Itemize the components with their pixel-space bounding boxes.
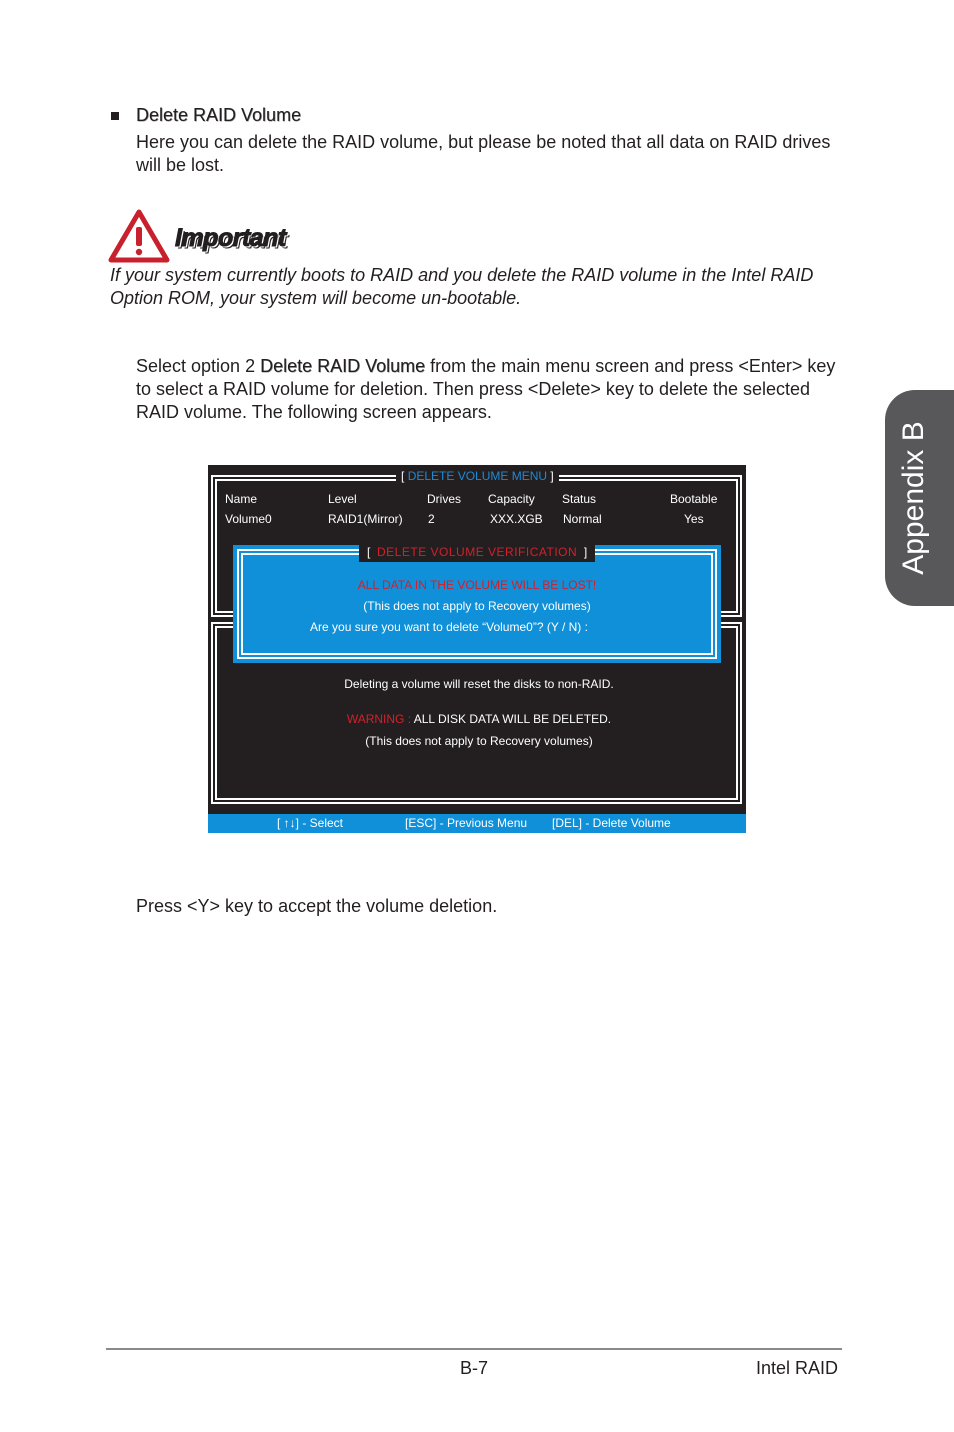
warning-label: WARNING : xyxy=(346,712,414,726)
column-capacity: Capacity xyxy=(488,492,535,506)
column-level: Level xyxy=(328,492,357,506)
menu-title-text: DELETE VOLUME MENU xyxy=(407,469,548,483)
hint-select: [ ↑↓] - Select xyxy=(277,816,344,830)
dialog-note: (This does not apply to Recovery volumes) xyxy=(363,599,591,613)
dialog-title xyxy=(359,542,595,562)
column-bootable: Bootable xyxy=(670,492,718,506)
page-number: B-7 xyxy=(460,1358,489,1378)
cell-drives: 2 xyxy=(428,512,435,526)
hint-delete-volume: [DEL] - Delete Volume xyxy=(552,816,671,830)
reset-note: Deleting a volume will reset the disks to non-RAID. xyxy=(344,677,614,691)
dialog-prompt[interactable]: Are you sure you want to delete “Volume0”? (Y / N) : xyxy=(310,620,588,634)
footer-divider xyxy=(106,1348,842,1350)
appendix-side-tab xyxy=(885,390,954,606)
info-note: (This does not apply to Recovery volumes) xyxy=(365,734,593,748)
cell-bootable: Yes xyxy=(684,512,704,526)
dialog-warning: ALL DATA IN THE VOLUME WILL BE LOST! xyxy=(357,578,597,592)
column-status: Status xyxy=(562,492,597,506)
instructions-suffix: from the main menu screen and press <Enter> key to select a RAID volume for deletion. Then press <Delete> key to delete the selected RAID volume. The following screen appears. xyxy=(136,356,836,422)
important-heading: Important xyxy=(175,224,286,252)
section-description: Here you can delete the RAID volume, but please be noted that all data on RAID drives will be lost. xyxy=(136,132,831,175)
section-title: Delete RAID Volume xyxy=(136,105,302,125)
instructions-paragraph xyxy=(136,355,836,424)
cell-capacity: XXX.XGB xyxy=(490,512,543,526)
instructions-prefix: Select option 2 xyxy=(136,356,261,376)
side-tab-label: Appendix B xyxy=(897,421,930,575)
warning-triangle-icon xyxy=(108,209,170,263)
accept-instruction: Press <Y> key to accept the volume deletion. xyxy=(136,896,498,916)
footer-chapter: Intel RAID xyxy=(756,1358,839,1378)
warning-text: ALL DISK DATA WILL BE DELETED. xyxy=(413,712,612,726)
delete-verification-dialog xyxy=(233,545,721,663)
bracket-open: [ xyxy=(401,469,405,483)
key-hint-bar xyxy=(208,814,746,833)
cell-status: Normal xyxy=(563,512,602,526)
hint-previous-menu: [ESC] - Previous Menu xyxy=(405,816,528,830)
dialog-title-text: DELETE VOLUME VERIFICATION xyxy=(377,545,578,559)
column-name: Name xyxy=(225,492,258,506)
column-drives: Drives xyxy=(427,492,462,506)
cell-level: RAID1(Mirror) xyxy=(328,512,403,526)
bracket-close: ] xyxy=(550,469,554,483)
cell-name: Volume0 xyxy=(225,512,272,526)
square-bullet-icon xyxy=(111,112,119,120)
bracket-close: ] xyxy=(583,545,588,559)
menu-title xyxy=(396,468,559,484)
bios-delete-volume-screen xyxy=(208,465,746,833)
bracket-open: [ xyxy=(367,545,371,559)
important-text: If your system currently boots to RAID and you delete the RAID volume in the Intel RAID Option ROM, your system will become un-bootable. xyxy=(110,265,814,308)
instructions-option-name: Delete RAID Volume xyxy=(260,356,426,376)
disk-warning xyxy=(210,712,748,726)
